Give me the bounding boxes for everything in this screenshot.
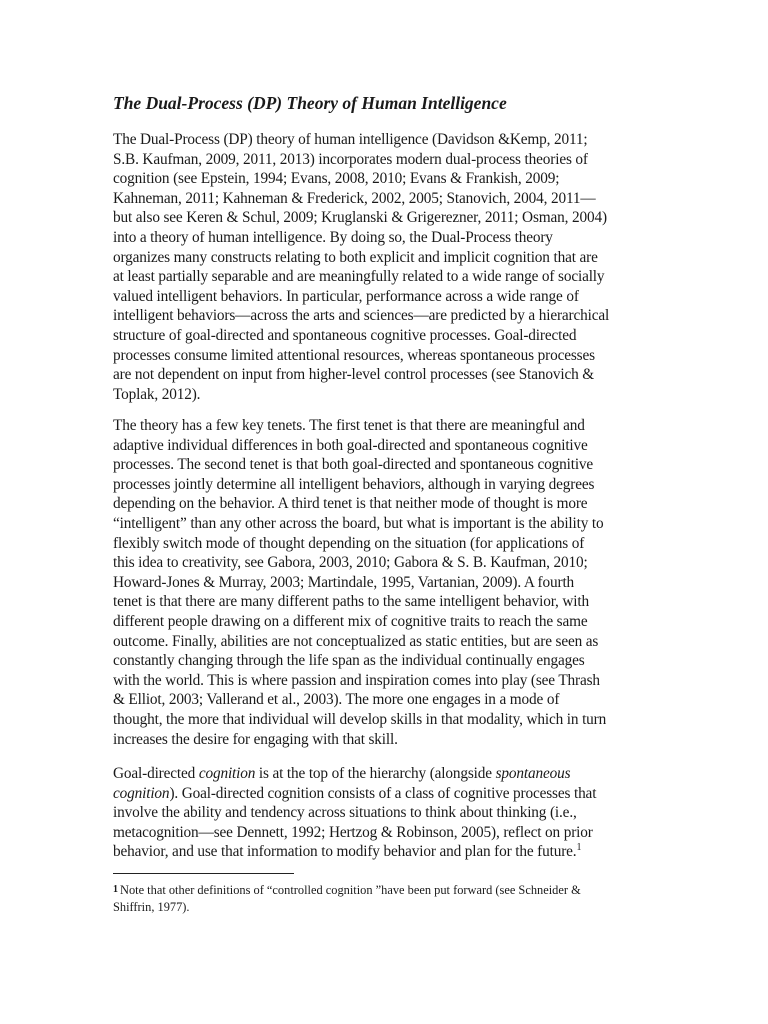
footnote-marker: 1 [113, 884, 118, 895]
text-line [113, 842, 653, 862]
text-line: thought, the more that individual will develop skills in that modality, which in turn [113, 710, 607, 728]
text-line: cognition (see Epstein, 1994; Evans, 2008, 2010; Evans & Frankish, 2009; [113, 170, 560, 188]
text-line: intelligent behaviors—across the arts and sciences—are predicted by a hierarchical [113, 307, 610, 325]
footnote [113, 881, 653, 916]
text-line: are not dependent on input from higher-level control processes (see Stanovich & [113, 366, 595, 384]
text-line: structure of goal-directed and spontaneous cognitive processes. Goal-directed [113, 326, 577, 344]
text-line: constantly changing through the life span as the individual continually engages [113, 652, 585, 670]
paragraph-goal-directed-cognition [113, 764, 653, 862]
text-line: flexibly switch mode of thought depending on the situation (for applications of [113, 534, 585, 552]
text-line: metacognition—see Dennett, 1992; Hertzog & Robinson, 2005), reflect on prior [113, 823, 593, 841]
text-line: Howard-Jones & Murray, 2003; Martindale, 1995, Vartanian, 2009). A fourth [113, 573, 575, 591]
footnote-line [113, 881, 653, 899]
footnote-line: Shiffrin, 1977). [113, 900, 190, 914]
text-line: with the world. This is where passion and inspiration comes into play (see Thrash [113, 671, 600, 689]
text-line: & Elliot, 2003; Vallerand et al., 2003). The more one engages in a mode of [113, 691, 560, 709]
text-line: increases the desire for engaging with that skill. [113, 730, 398, 748]
text-line: involve the ability and tendency across situations to think about thinking (i.e., [113, 804, 577, 822]
text-line: depending on the behavior. A third tenet is that neither mode of thought is more [113, 495, 588, 513]
text-line: The theory has a few key tenets. The first tenet is that there are meaningful and [113, 417, 585, 434]
text-run: ). Goal-directed cognition consists of a class of cognitive processes that [169, 784, 597, 802]
paragraph-key-tenets [113, 416, 653, 749]
text-line: tenet is that there are many different paths to the same intelligent behavior, with [113, 593, 589, 611]
text-run: is at the top of the hierarchy (alongside [255, 765, 496, 782]
text-line: processes jointly determine all intelligent behaviors, although in varying degrees [113, 475, 595, 493]
text-line: “intelligent” than any other across the board, but what is important is the ability to [113, 514, 604, 532]
text-line: adaptive individual differences in both goal-directed and spontaneous cognitive [113, 436, 588, 454]
document-title: The Dual-Process (DP) Theory of Human Intelligence [113, 93, 507, 113]
text-line: valued intelligent behaviors. In particular, performance across a wide range of [113, 287, 579, 305]
text-line [113, 784, 653, 804]
text-line: but also see Keren & Schul, 2009; Kruglanski & Grigerezner, 2011; Osman, 2004) [113, 209, 607, 227]
text-line: at least partially separable and are meaningfully related to a wide range of socially [113, 268, 605, 286]
paragraph-dp-theory-intro [113, 130, 653, 404]
text-run: behavior, and use that information to modify behavior and plan for the future. [113, 843, 577, 861]
text-line: outcome. Finally, abilities are not conceptualized as static entities, but are seen as [113, 632, 599, 650]
text-line: different people drawing on a different mix of cognitive traits to reach the same [113, 612, 588, 630]
text-line: processes consume limited attentional resources, whereas spontaneous processes [113, 346, 595, 364]
emphasis-term: spontaneous [495, 765, 571, 782]
footnote-text: Note that other definitions of “controlled cognition ”have been put forward (see Schneider & [120, 883, 581, 897]
emphasis-term: cognition [198, 765, 256, 782]
footnote-reference[interactable]: 1 [576, 842, 582, 854]
emphasis-term: cognition [113, 784, 170, 802]
text-line [113, 764, 653, 784]
text-line: into a theory of human intelligence. By doing so, the Dual-Process theory [113, 228, 553, 246]
text-line: Toplak, 2012). [113, 385, 201, 403]
footnote-divider [113, 873, 294, 874]
text-line: S.B. Kaufman, 2009, 2011, 2013) incorporates modern dual-process theories of [113, 150, 588, 168]
text-line: The Dual-Process (DP) theory of human intelligence (Davidson &Kemp, 2011; [113, 131, 588, 148]
text-line: organizes many constructs relating to both explicit and implicit cognition that are [113, 248, 598, 266]
text-line: Kahneman, 2011; Kahneman & Frederick, 2002, 2005; Stanovich, 2004, 2011— [113, 189, 596, 207]
text-line: processes. The second tenet is that both goal-directed and spontaneous cognitive [113, 456, 594, 474]
text-run: Goal-directed [113, 765, 199, 782]
text-line: this idea to creativity, see Gabora, 2003, 2010; Gabora & S. B. Kaufman, 2010; [113, 554, 588, 572]
